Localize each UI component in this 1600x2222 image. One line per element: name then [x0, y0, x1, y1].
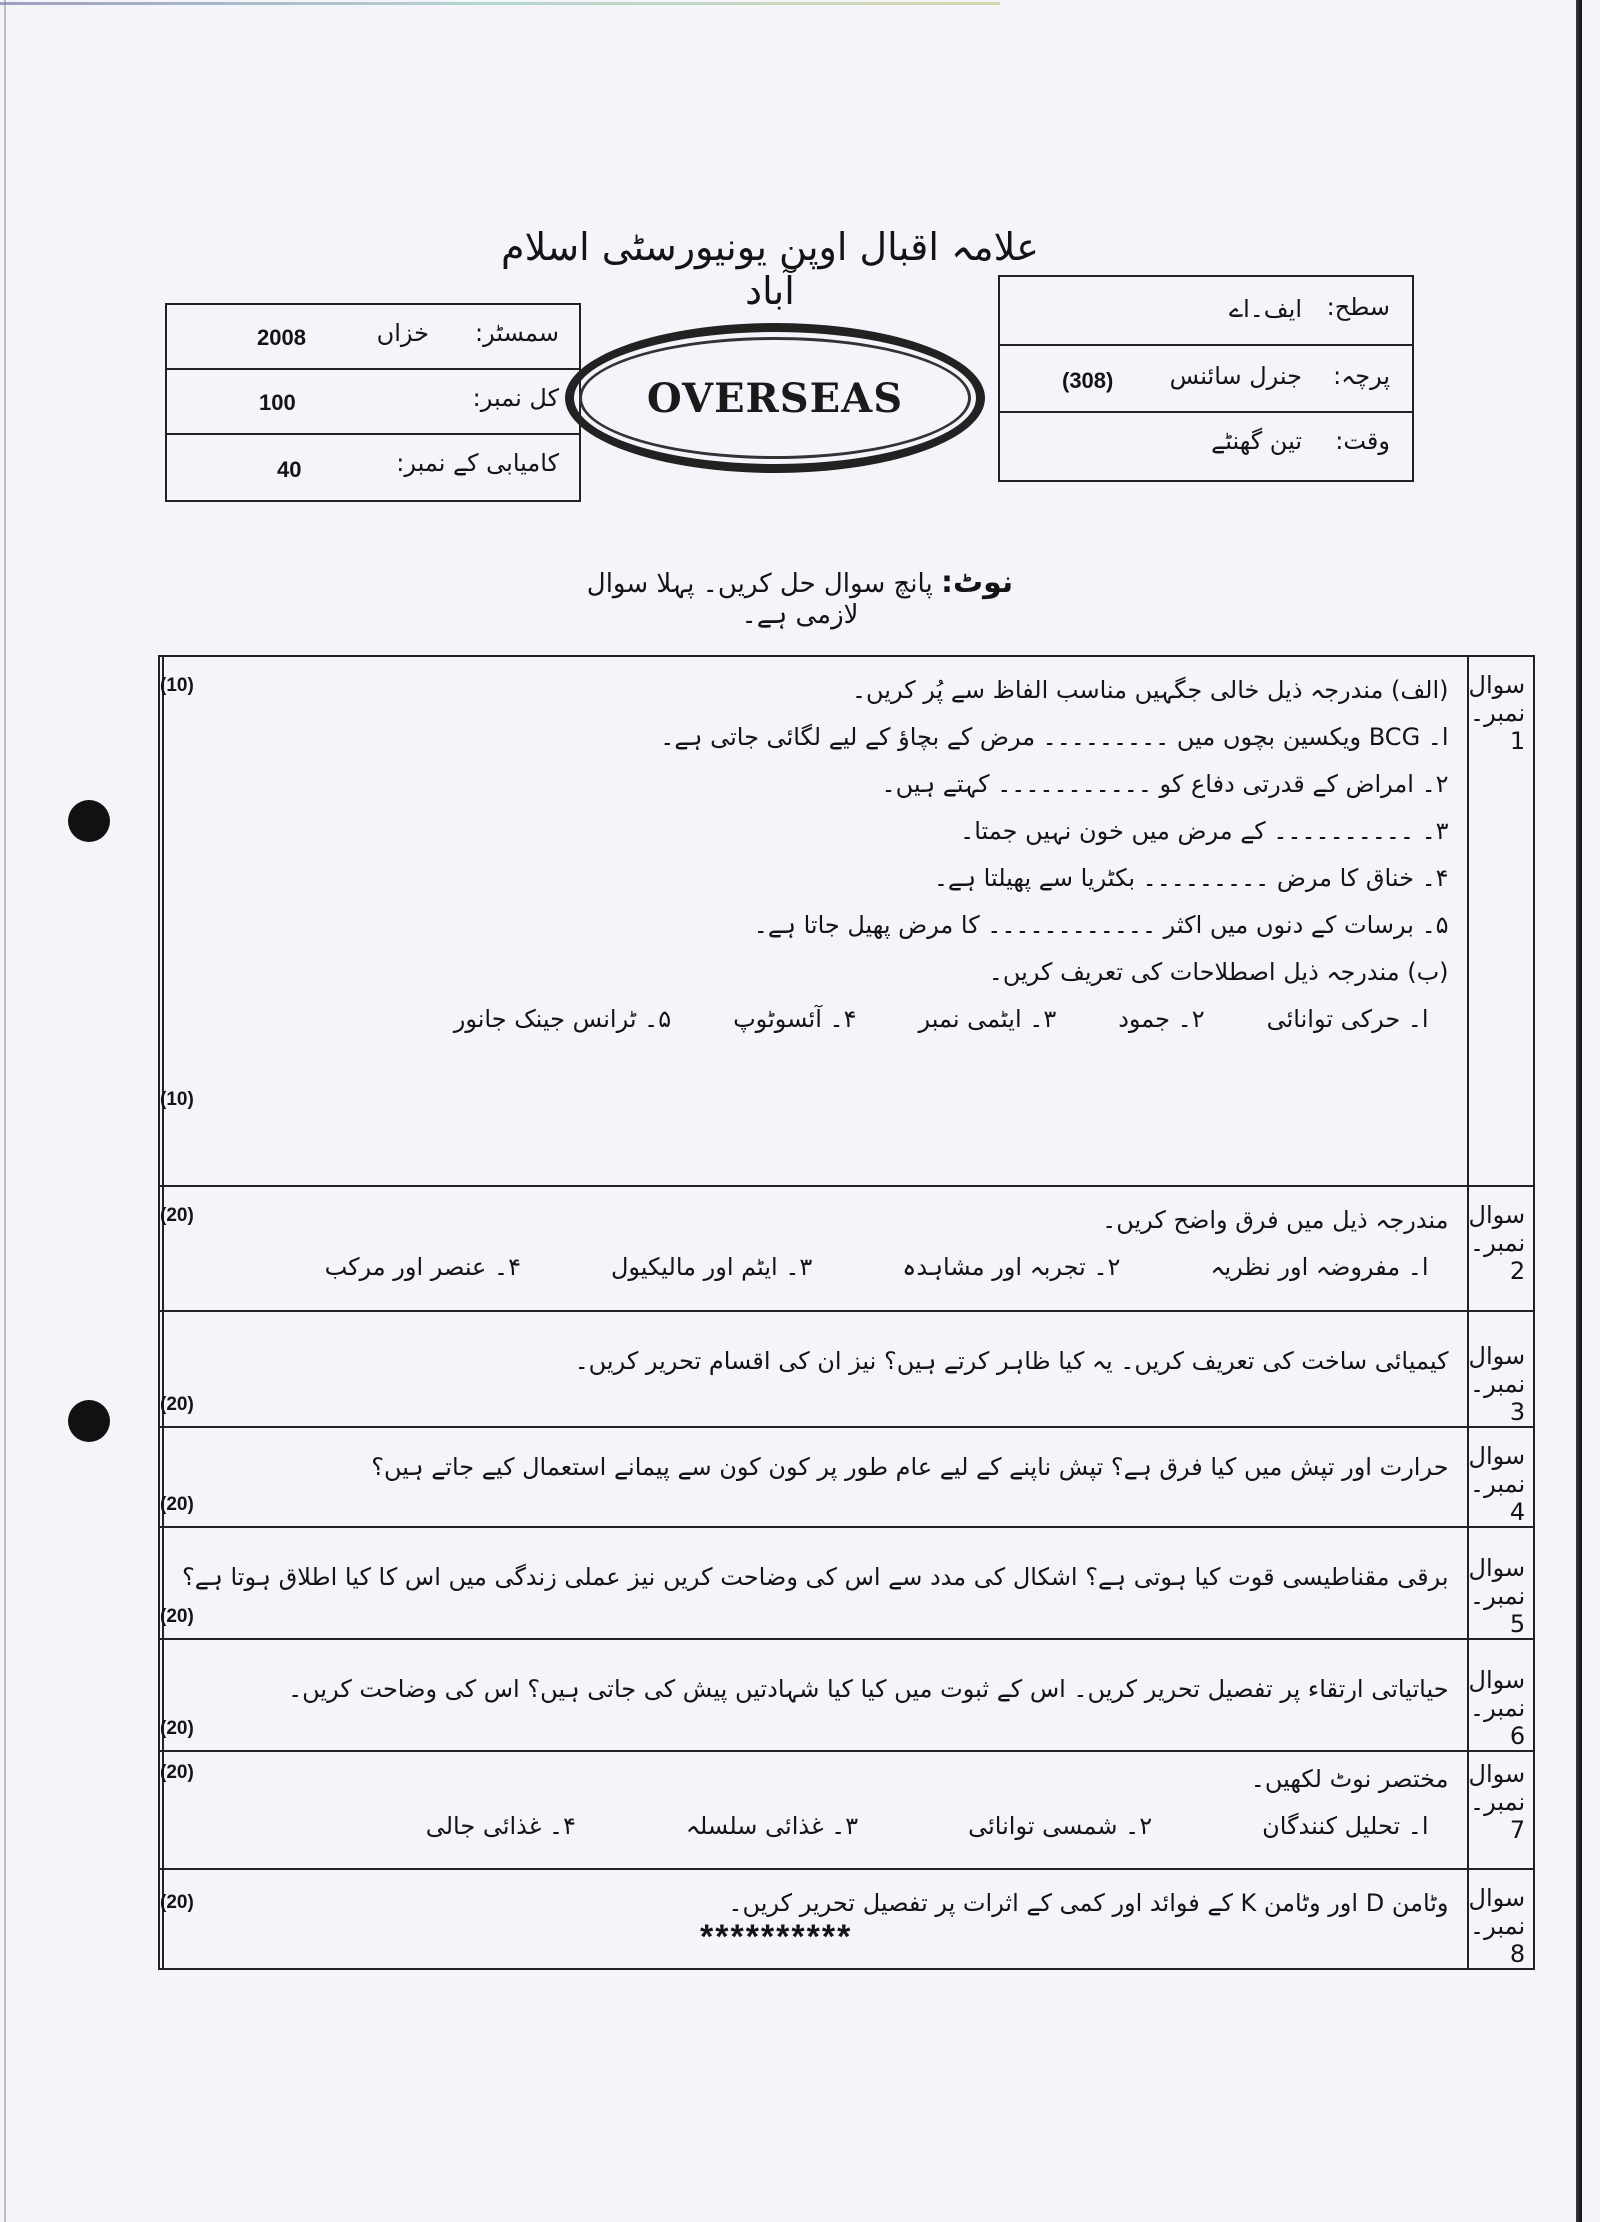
marks-part-b: (10) — [160, 1089, 194, 1110]
note-item: ۳۔ غذائی سلسلہ — [685, 1812, 859, 1840]
term-item: ۴۔ آئسوٹوپ — [733, 1005, 857, 1033]
exam-info-box-left — [165, 303, 581, 502]
marks: (20) — [160, 1494, 194, 1515]
passing-marks-value: 40 — [277, 457, 302, 482]
passing-marks-label: کامیابی کے نمبر: — [396, 449, 559, 477]
term-item: ا۔ حرکی توانائی — [1266, 1005, 1429, 1033]
paper-row — [1000, 344, 1412, 413]
questions-table — [158, 655, 1535, 1970]
total-marks-row — [167, 368, 579, 435]
question-label: سوال نمبر۔7 — [1468, 1751, 1535, 1869]
notes-list — [182, 1803, 1449, 1850]
compare-item: ۴۔ عنصر اور مرکب — [324, 1253, 521, 1281]
stamp-text: OVERSEAS — [646, 375, 904, 422]
end-of-paper-stars: ********** — [700, 1918, 853, 1956]
question-label: سوال نمبر۔6 — [1468, 1639, 1535, 1751]
compare-item: ا۔ مفروضہ اور نظریہ — [1210, 1253, 1429, 1281]
part-b-heading: (ب) مندرجہ ذیل اصطلاحات کی تعریف کریں۔ — [988, 958, 1449, 986]
note-label: نوٹ: — [940, 565, 1014, 600]
question-row-5 — [159, 1527, 1534, 1639]
paper-subject: جنرل سائنس — [1169, 362, 1302, 390]
question-label: سوال نمبر۔3 — [1468, 1311, 1535, 1427]
question-text: مختصر نوٹ لکھیں۔ — [1250, 1765, 1449, 1793]
marks: (20) — [160, 1762, 194, 1783]
question-row-3 — [159, 1311, 1534, 1427]
term-item: ۲۔ جمود — [1118, 1005, 1205, 1033]
question-row-6 — [159, 1639, 1534, 1751]
overseas-stamp — [565, 323, 985, 473]
question-body — [163, 1427, 1468, 1527]
question-label: سوال نمبر۔1 — [1468, 656, 1535, 1186]
compare-item: ۲۔ تجربہ اور مشاہدہ — [902, 1253, 1121, 1281]
question-label: سوال نمبر۔4 — [1468, 1427, 1535, 1527]
blank-4: ۴۔ خناق کا مرض ۔۔۔۔۔۔۔۔۔ بکٹریا سے پھیلتا ہے۔ — [933, 864, 1449, 892]
term-item: ۵۔ ٹرانس جینک جانور — [453, 1005, 672, 1033]
level-value: ایف۔اے — [1229, 295, 1302, 323]
level-label: سطح: — [1326, 293, 1390, 321]
question-text: وٹامن D اور وٹامن K کے فوائد اور کمی کے اثرات پر تفصیل تحریر کریں۔ — [728, 1889, 1449, 1917]
exam-info-box-right — [998, 275, 1414, 482]
punch-hole — [68, 1400, 110, 1442]
term-item: ۳۔ ایٹمی نمبر — [918, 1005, 1057, 1033]
total-marks-label: کل نمبر: — [472, 384, 559, 412]
question-body — [163, 1311, 1468, 1427]
part-a-heading: (الف) مندرجہ ذیل خالی جگہیں مناسب الفاظ سے پُر کریں۔ — [851, 676, 1449, 704]
question-body — [163, 1639, 1468, 1751]
instructions-note — [560, 565, 1040, 630]
question-text: کیمیائی ساخت کی تعریف کریں۔ یہ کیا ظاہر کرتے ہیں؟ نیز ان کی اقسام تحریر کریں۔ — [574, 1347, 1449, 1375]
marks: (20) — [160, 1394, 194, 1415]
paper-label: پرچہ: — [1333, 362, 1390, 390]
question-row-1 — [159, 656, 1534, 1186]
total-marks-value: 100 — [259, 390, 296, 415]
note-item: ۴۔ غذائی جالی — [425, 1812, 576, 1840]
marks: (20) — [160, 1205, 194, 1226]
question-row-4 — [159, 1427, 1534, 1527]
question-body — [163, 1527, 1468, 1639]
time-row — [1000, 411, 1412, 478]
paper-code: (308) — [1062, 368, 1114, 393]
marks: (20) — [160, 1718, 194, 1739]
scan-edge — [0, 2, 1000, 5]
blank-5: ۵۔ برسات کے دنوں میں اکثر ۔۔۔۔۔۔۔۔۔۔۔۔ کا مرض پھیل جاتا ہے۔ — [753, 911, 1449, 939]
question-body — [163, 1186, 1468, 1311]
punch-hole — [68, 800, 110, 842]
note-item: ا۔ تحلیل کنندگان — [1262, 1812, 1429, 1840]
question-body — [163, 656, 1468, 1186]
semester-year: 2008 — [257, 325, 306, 350]
scan-edge — [4, 0, 6, 2222]
question-text: مندرجہ ذیل میں فرق واضح کریں۔ — [1102, 1206, 1449, 1234]
blank-2: ۲۔ امراض کے قدرتی دفاع کو ۔۔۔۔۔۔۔۔۔۔۔ کہتے ہیں۔ — [881, 770, 1449, 798]
passing-marks-row — [167, 433, 579, 498]
compare-item: ۳۔ ایٹم اور مالیکیول — [610, 1253, 813, 1281]
time-label: وقت: — [1335, 427, 1390, 455]
compare-list — [182, 1244, 1449, 1291]
note-item: ۲۔ شمسی توانائی — [968, 1812, 1153, 1840]
blank-3: ۳۔ ۔۔۔۔۔۔۔۔۔۔ کے مرض میں خون نہیں جمتا۔ — [960, 817, 1449, 845]
scan-edge — [1576, 0, 1582, 2222]
level-row — [1000, 277, 1412, 346]
university-title: علامہ اقبال اوپن یونیورسٹی اسلام آباد — [501, 225, 1039, 313]
question-body — [163, 1751, 1468, 1869]
time-value: تین گھنٹے — [1211, 427, 1302, 455]
terms-list — [182, 996, 1449, 1043]
blank-1: ا۔ BCG ویکسین بچوں میں ۔۔۔۔۔۔۔۔۔ مرض کے بچاؤ کے لیے لگائی جاتی ہے۔ — [660, 723, 1449, 751]
question-label: سوال نمبر۔2 — [1468, 1186, 1535, 1311]
question-row-2 — [159, 1186, 1534, 1311]
semester-row — [167, 305, 579, 370]
semester-season: خزاں — [376, 319, 429, 347]
marks: (20) — [160, 1606, 194, 1627]
question-text: حرارت اور تپش میں کیا فرق ہے؟ تپش ناپنے کے لیے عام طور پر کون کون سے پیمانے استعمال کیے جاتے ہیں؟ — [371, 1453, 1449, 1481]
marks: (20) — [160, 1892, 194, 1913]
semester-label: سمسٹر: — [475, 319, 559, 347]
question-text: حیاتیاتی ارتقاء پر تفصیل تحریر کریں۔ اس کے ثبوت میں کیا کیا شہادتیں پیش کی جاتی ہیں؟ اس کی وضاحت کریں۔ — [288, 1675, 1449, 1703]
question-row-7 — [159, 1751, 1534, 1869]
marks-part-a: (10) — [160, 675, 194, 696]
question-text: برقی مقناطیسی قوت کیا ہوتی ہے؟ اشکال کی مدد سے اس کی وضاحت کریں نیز عملی زندگی میں اس کا کیا اطلاق ہوتا ہے؟ — [182, 1563, 1449, 1591]
question-label: سوال نمبر۔5 — [1468, 1527, 1535, 1639]
question-label: سوال نمبر۔8 — [1468, 1869, 1535, 1969]
note-text: پانچ سوال حل کریں۔ پہلا سوال لازمی ہے۔ — [586, 569, 933, 630]
